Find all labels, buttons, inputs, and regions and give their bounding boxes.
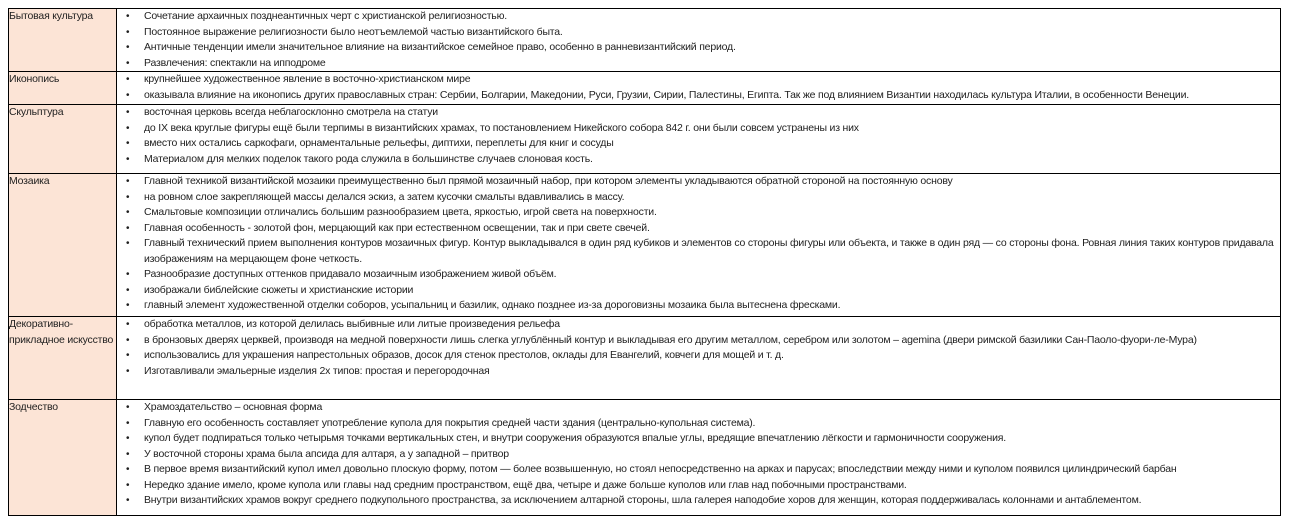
list-item — [117, 283, 1280, 299]
list-item — [117, 105, 1280, 121]
bullet-icon: • — [126, 153, 130, 165]
list-item-text: восточная церковь всегда неблагосклонно смотрела на статуи — [144, 106, 438, 118]
bullet-icon: • — [126, 402, 130, 413]
content-cell — [117, 174, 1281, 317]
bullet-icon: • — [126, 191, 130, 203]
list-item-text: Внутри византийских храмов вокруг среднего подкупольного пространства, за исключением алтарной стороны, шла галерея наподобие хоров для женщин, которая поддерживалась колоннами и антаблементом. — [144, 494, 1142, 506]
table-row — [9, 72, 1281, 105]
category-label: Скульптура — [9, 106, 64, 118]
bullet-icon: • — [126, 269, 130, 280]
content-cell — [117, 9, 1281, 72]
list-item — [117, 400, 1280, 416]
list-item-text: Храмоздательство – основная форма — [144, 401, 323, 413]
category-label: Иконопись — [9, 73, 60, 85]
bullet-icon: • — [126, 300, 130, 311]
culture-table — [8, 8, 1281, 516]
list-item-text: использовались для украшения напрестольных образов, досок для стенок престолов, оклады для Евангелий, ковчеги для мощей и т. д. — [144, 349, 784, 361]
bullet-icon: • — [126, 57, 130, 69]
list-item — [117, 72, 1280, 88]
list-item-text: купол будет подпираться только четырьмя точками вертикальных стен, и внутри сооружения образуются впалые углы, вредящие впечатлению лёгкости и гармоничности сооружения. — [144, 432, 1006, 444]
list-item-text: изображали библейские сюжеты и христианские истории — [144, 283, 414, 296]
list-item-text: вместо них остались саркофаги, орнаментальные рельефы, диптихи, переплеты для книг и сосуды — [144, 137, 614, 149]
bullet-icon: • — [126, 495, 130, 506]
content-cell — [117, 105, 1281, 174]
list-item — [117, 221, 1280, 237]
bullet-icon: • — [126, 334, 130, 346]
bullet-icon: • — [126, 238, 130, 249]
category-label: Мозаика — [9, 175, 50, 187]
list-item-text: Главная особенность - золотой фон, мерцающий как при естественном освещении, так и при свете свечей. — [144, 221, 650, 234]
list-item — [117, 236, 1280, 267]
list-item-text: Постоянное выражение религиозности было неотъемлемой частью византийского быта. — [144, 25, 563, 38]
list-item-text: до IX века круглые фигуры ещё были терпимы в византийских храмах, то постановлением Никейского собора 842 г. они были совсем устранены из них — [144, 121, 859, 134]
list-item — [117, 333, 1280, 349]
bullet-icon: • — [126, 138, 130, 149]
bullet-icon: • — [126, 107, 130, 118]
list-item-text: Материалом для мелких поделок такого рода служила в большинстве случаев слоновая кость. — [144, 152, 593, 165]
bullet-icon: • — [126, 26, 130, 38]
bullet-icon: • — [126, 74, 130, 85]
category-cell — [9, 174, 117, 317]
bullet-icon: • — [126, 319, 130, 330]
list-item — [117, 9, 1280, 25]
list-item — [117, 317, 1280, 333]
list-item — [117, 478, 1280, 494]
bullet-icon: • — [126, 350, 130, 361]
bullet-icon: • — [126, 122, 130, 134]
bullet-icon: • — [126, 433, 130, 444]
bullet-icon: • — [126, 448, 130, 460]
category-label: Бытовая культура — [9, 10, 93, 22]
list-item-text: Изготавливали эмальерные изделия 2х типов: простая и перегородочная — [144, 364, 490, 377]
category-cell — [9, 400, 117, 516]
list-item-text: Разнообразие доступных оттенков придавало мозаичным изображением живой объём. — [144, 268, 557, 280]
bullet-icon: • — [126, 479, 130, 491]
category-cell — [9, 72, 117, 105]
list-item-text: Главной техникой византийской мозаики преимущественно был прямой мозаичный набор, при котором элементы укладываются обратной стороной на постоянную основу — [144, 175, 953, 187]
list-item-text: на ровном слое закрепляющей массы делался эскиз, а затем кусочки смальты вдавливались в массу. — [144, 190, 625, 203]
list-item — [117, 267, 1280, 283]
list-item — [117, 462, 1280, 478]
list-item-text: Главную его особенность составляет употребление купола для покрытия средней части здания (центрально-купольная система). — [144, 416, 756, 429]
table-row — [9, 174, 1281, 317]
list-item — [117, 348, 1280, 364]
list-item-text: крупнейшее художественное явление в восточно-христианском мире — [144, 73, 471, 85]
list-item-text: главный элемент художественной отделки соборов, усыпальниц и базилик, однако позднее из-за дороговизны мозаика была вытеснена фресками. — [144, 299, 841, 311]
content-cell — [117, 317, 1281, 400]
list-item — [117, 56, 1280, 72]
category-label: Декоративно-прикладное искусство — [9, 318, 114, 346]
list-item — [117, 121, 1280, 137]
list-item — [117, 364, 1280, 380]
bullet-icon: • — [126, 365, 130, 377]
bullet-icon: • — [126, 176, 130, 187]
list-item-text: обработка металлов, из которой делилась выбивные или литые произведения рельефа — [144, 318, 560, 330]
list-item-text: Развлечения: спектакли на ипподроме — [144, 56, 326, 69]
list-item-text: Античные тенденции имели значительное влияние на византийское семейное право, особенно в ранневизантийский период. — [144, 41, 736, 53]
list-item — [117, 190, 1280, 206]
list-item — [117, 88, 1280, 104]
bullet-icon: • — [126, 417, 130, 429]
list-item-text: Нередко здание имело, кроме купола или главы над средним пространством, ещё два, четыре и даже больше куполов или глав над побочными пространствами. — [144, 478, 907, 491]
bullet-icon: • — [126, 89, 130, 101]
table-row — [9, 9, 1281, 72]
list-item-text: Смальтовые композиции отличались большим разнообразием цвета, яркостью, игрой света на поверхности. — [144, 206, 657, 218]
list-item — [117, 136, 1280, 152]
list-item-text: Сочетание архаичных позднеантичных черт с христианской религиозностью. — [144, 10, 507, 22]
list-item-text: В первое время византийский купол имел довольно плоскую форму, потом — более возвышенную, но стоял непосредственно на арках и парусах; впоследствии между ними и куполом появился цилиндрический барбан — [144, 463, 1177, 475]
list-item — [117, 447, 1280, 463]
bullet-icon: • — [126, 284, 130, 296]
bullet-icon: • — [126, 207, 130, 218]
list-item — [117, 493, 1280, 509]
table-row — [9, 105, 1281, 174]
content-cell — [117, 72, 1281, 105]
category-cell — [9, 317, 117, 400]
table-row — [9, 317, 1281, 400]
bullet-icon: • — [126, 42, 130, 53]
list-item — [117, 431, 1280, 447]
list-item-text: У восточной стороны храма была апсида для алтаря, а у западной – притвор — [144, 447, 509, 460]
list-item — [117, 416, 1280, 432]
list-item-text: в бронзовых дверях церквей, производя на медной поверхности лишь слегка углублённый контур и выкладывая его другим металлом, серебром или золотом – agemina (двери римской базилики Сан-Паоло-фуори-ле-Мура) — [144, 333, 1197, 346]
table-row — [9, 400, 1281, 516]
list-item — [117, 298, 1280, 314]
list-item — [117, 40, 1280, 56]
list-item-text: оказывала влияние на иконопись других православных стран: Сербии, Болгарии, Македонии, Руси, Грузии, Сирии, Палестины, Египта. Так же под влиянием Византии находилась культура Италии, в особенности Венеции. — [144, 88, 1189, 101]
category-cell — [9, 105, 117, 174]
category-cell — [9, 9, 117, 72]
bullet-icon: • — [126, 222, 130, 234]
content-cell — [117, 400, 1281, 516]
list-item — [117, 205, 1280, 221]
list-item — [117, 25, 1280, 41]
list-item — [117, 152, 1280, 168]
list-item — [117, 174, 1280, 190]
category-label: Зодчество — [9, 401, 58, 413]
list-item-text: Главный технический прием выполнения контуров мозаичных фигур. Контур выкладывался в один ряд кубиков и элементов со стороны фигуры или объекта, и также в один ряд — со стороны фона. Ровная линия таких контуров придавала изображениям на мерцающем фоне четкость. — [144, 237, 1274, 265]
bullet-icon: • — [126, 11, 130, 22]
bullet-icon: • — [126, 464, 130, 475]
